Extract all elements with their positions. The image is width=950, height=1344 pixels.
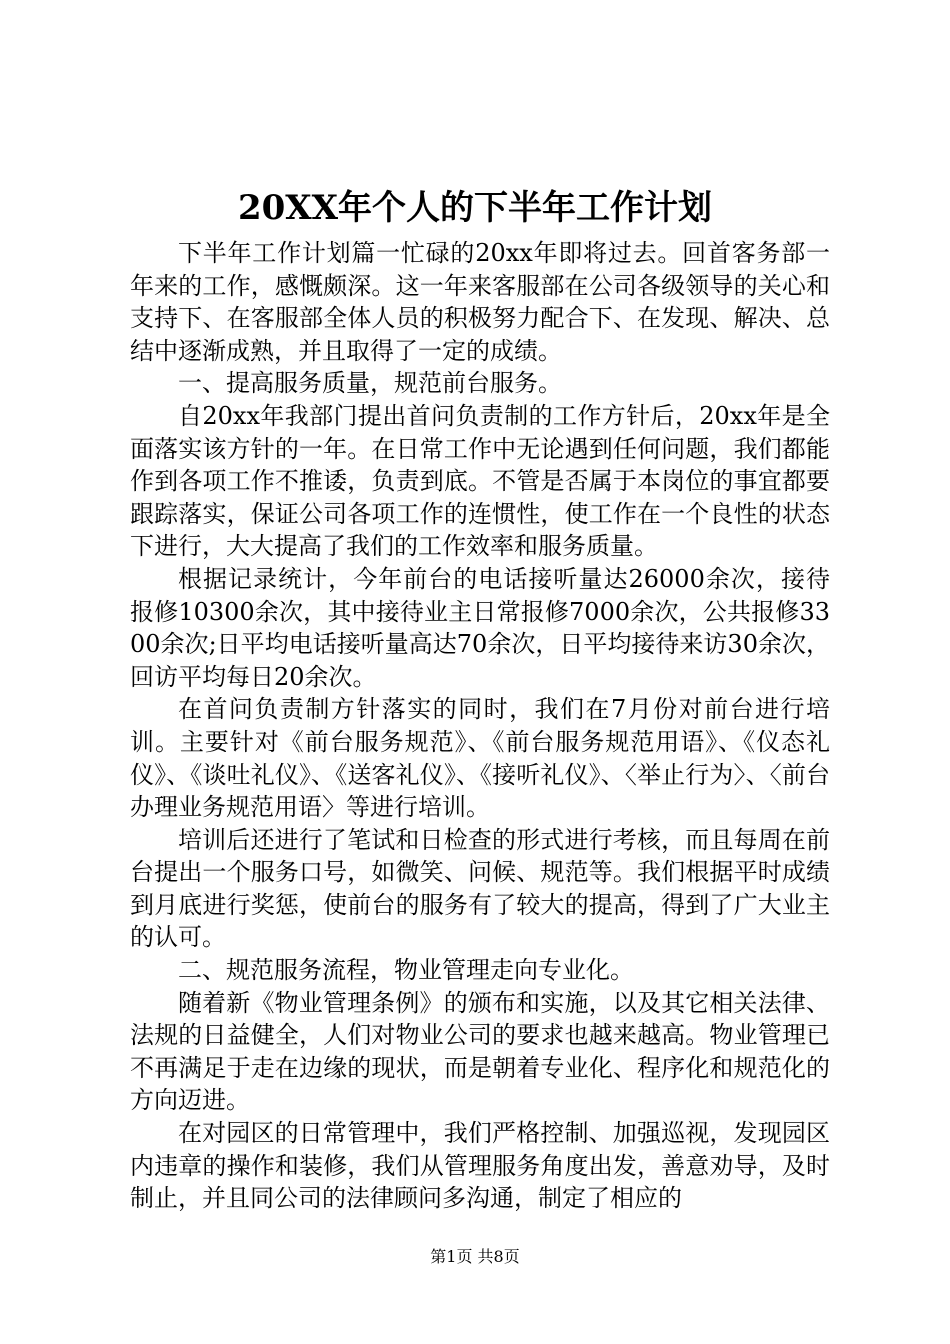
paragraph-intro: 下半年工作计划篇一忙碌的20xx年即将过去。回首客务部一年来的工作，感慨颇深。这一年来客服部在公司各级领导的关心和支持下、在客服部全体人员的积极努力配合下、在发现、解决、总结中逐渐成熟，并且取得了一定的成绩。 xyxy=(130,239,830,365)
paragraph: 自20xx年我部门提出首问负责制的工作方针后，20xx年是全面落实该方针的一年。在日常工作中无论遇到任何问题，我们都能作到各项工作不推诿，负责到底。不管是否属于本岗位的事宜都要跟踪落实，保证公司各项工作的连惯性，使工作在一个良性的状态下进行，大大提高了我们的工作效率和服务质量。 xyxy=(130,401,830,561)
paragraph: 随着新《物业管理条例》的颁布和实施，以及其它相关法律、法规的日益健全，人们对物业公司的要求也越来越高。物业管理已不再满足于走在边缘的现状，而是朝着专业化、程序化和规范化的方向迈进。 xyxy=(130,988,830,1115)
paragraph: 在首问负责制方针落实的同时，我们在7月份对前台进行培训。主要针对《前台服务规范》、《前台服务规范用语》、《仪态礼仪》、《谈吐礼仪》、《送客礼仪》、《接听礼仪》、〈举止行为〉、〈前台办理业务规范用语〉等进行培训。 xyxy=(130,695,830,822)
document-body xyxy=(130,237,830,1215)
paragraph: 根据记录统计，今年前台的电话接听量达26000余次，接待报修10300余次，其中接待业主日常报修7000余次，公共报修3300余次;日平均电话接听量高达70余次，日平均接待来访30余次，回访平均每日20余次。 xyxy=(130,564,830,691)
paragraph: 培训后还进行了笔试和日检查的形式进行考核，而且每周在前台提出一个服务口号，如微笑、问候、规范等。我们根据平时成绩到月底进行奖惩，使前台的服务有了较大的提高，得到了广大业主的认可。 xyxy=(130,825,830,952)
section-heading-2: 二、规范服务流程，物业管理走向专业化。 xyxy=(178,956,634,985)
document-title: 20XX年个人的下半年工作计划 xyxy=(237,188,713,228)
page-footer: 第1页 共8页 xyxy=(430,1247,520,1266)
section-heading-1: 一、提高服务质量，规范前台服务。 xyxy=(178,369,562,398)
paragraph: 在对园区的日常管理中，我们严格控制、加强巡视，发现园区内违章的操作和装修，我们从管理服务角度出发，善意劝导，及时制止，并且同公司的法律顾问多沟通，制定了相应的 xyxy=(130,1119,830,1213)
